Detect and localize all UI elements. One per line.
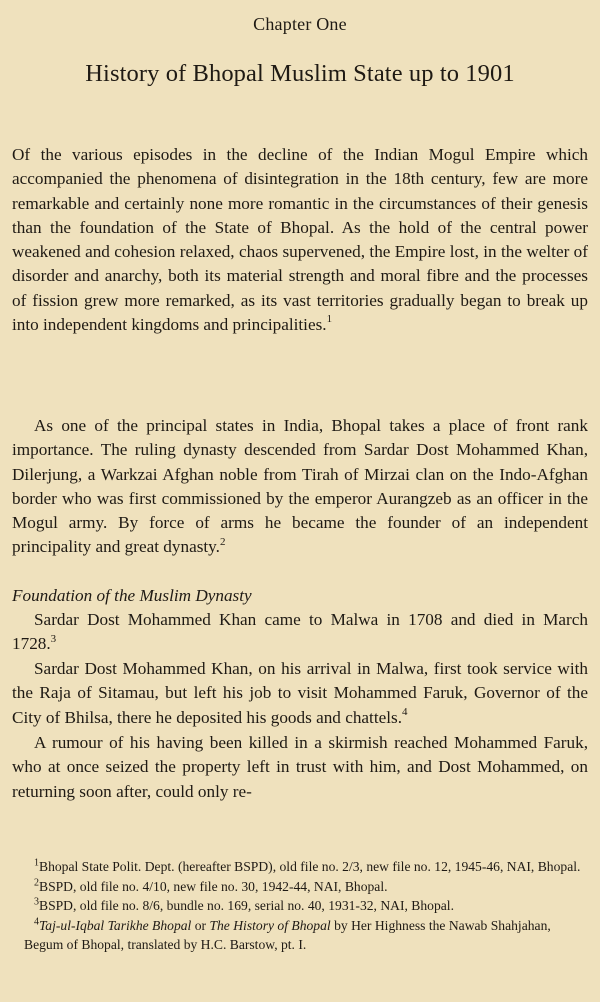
footnote-3 (24, 896, 588, 916)
footnote-title: Taj-ul-Iqbal Tarikhe Bhopal (39, 917, 192, 933)
paragraph-rumour (12, 731, 588, 804)
footnote-text: BSPD, old file no. 4/10, new file no. 30, 1942-44, NAI, Bhopal. (39, 878, 388, 894)
footnote-title: The History of Bhopal (209, 917, 331, 933)
section-heading: Foundation of the Muslim Dynasty (12, 586, 252, 605)
footnotes (24, 857, 588, 955)
footnote-conjunction: or (194, 917, 207, 933)
footnote-text: BSPD, old file no. 8/6, bundle no. 169, serial no. 40, 1931-32, NAI, Bhopal. (39, 898, 454, 913)
paragraph-text: Of the various episodes in the decline of the Indian Mogul Empire which accompanied the phenomena of disintegration in the 18th century, few are more remarkable and certainly none more romantic in the circumstances of their genesis than the foundation of the State of Bhopal. As the hold of the central power weakened and cohesion relaxed, chaos supervened, the Empire lost, in the welter of disorder and anarchy, both its material strength and moral fibre and the processes of fission grew more remarked, as its vast territories gradually began to break up into independent kingdoms and principalities. (12, 145, 588, 335)
paragraph-intro (12, 143, 588, 337)
footnote-text: by Her Highness the Nawab Shahjahan, Begum of Bhopal, translated by H.C. Barstow, pt. I. (24, 917, 551, 952)
footnote-2 (24, 877, 588, 897)
footnote-ref: 3 (50, 632, 57, 645)
footnote-number: 4 (34, 915, 39, 927)
paragraph-sitamau-service (12, 657, 588, 730)
footnote-number: 3 (34, 896, 39, 908)
paragraph-malwa-arrival (12, 608, 588, 657)
footnote-number: 1 (34, 857, 39, 869)
footnote-ref: 2 (219, 535, 226, 548)
paragraph-text: Sardar Dost Mohammed Khan came to Malwa in 1708 and died in March 1728. (12, 610, 588, 654)
footnote-text: Bhopal State Polit. Dept. (hereafter BSPD), old file no. 2/3, new file no. 12, 1945-46, NAI, Bhopal. (39, 859, 581, 874)
paragraph-text: Sardar Dost Mohammed Khan, on his arrival in Malwa, first took service with the Raja of Sitamau, but left his job to visit Mohammed Faruk, Governor of the City of Bhilsa, there he deposited his goods and chattels. (12, 659, 588, 727)
chapter-label: Chapter One (253, 14, 347, 34)
footnote-1 (24, 857, 588, 877)
footnote-4 (24, 916, 588, 955)
footnote-ref: 4 (402, 705, 408, 718)
footnote-number: 2 (34, 876, 39, 888)
footnote-ref: 1 (326, 313, 333, 326)
paragraph-text: A rumour of his having been killed in a skirmish reached Mohammed Faruk, who at once seized the property left in trust with him, and Dost Mohammed, on returning soon after, could only re- (12, 733, 588, 801)
paragraph-text: As one of the principal states in India, Bhopal takes a place of front rank importance. The ruling dynasty descended from Sardar Dost Mohammed Khan, Dilerjung, a Warkzai Afghan noble from Tirah of Mirzai clan on the Indo-Afghan border who was first commissioned by the emperor Aurangzeb as an officer in the Mogul army. By force of arms he became the founder of an independent principality and great dynasty. (12, 416, 588, 557)
chapter-title: History of Bhopal Muslim State up to 1901 (85, 60, 515, 87)
paragraph-principal-states (12, 414, 588, 560)
